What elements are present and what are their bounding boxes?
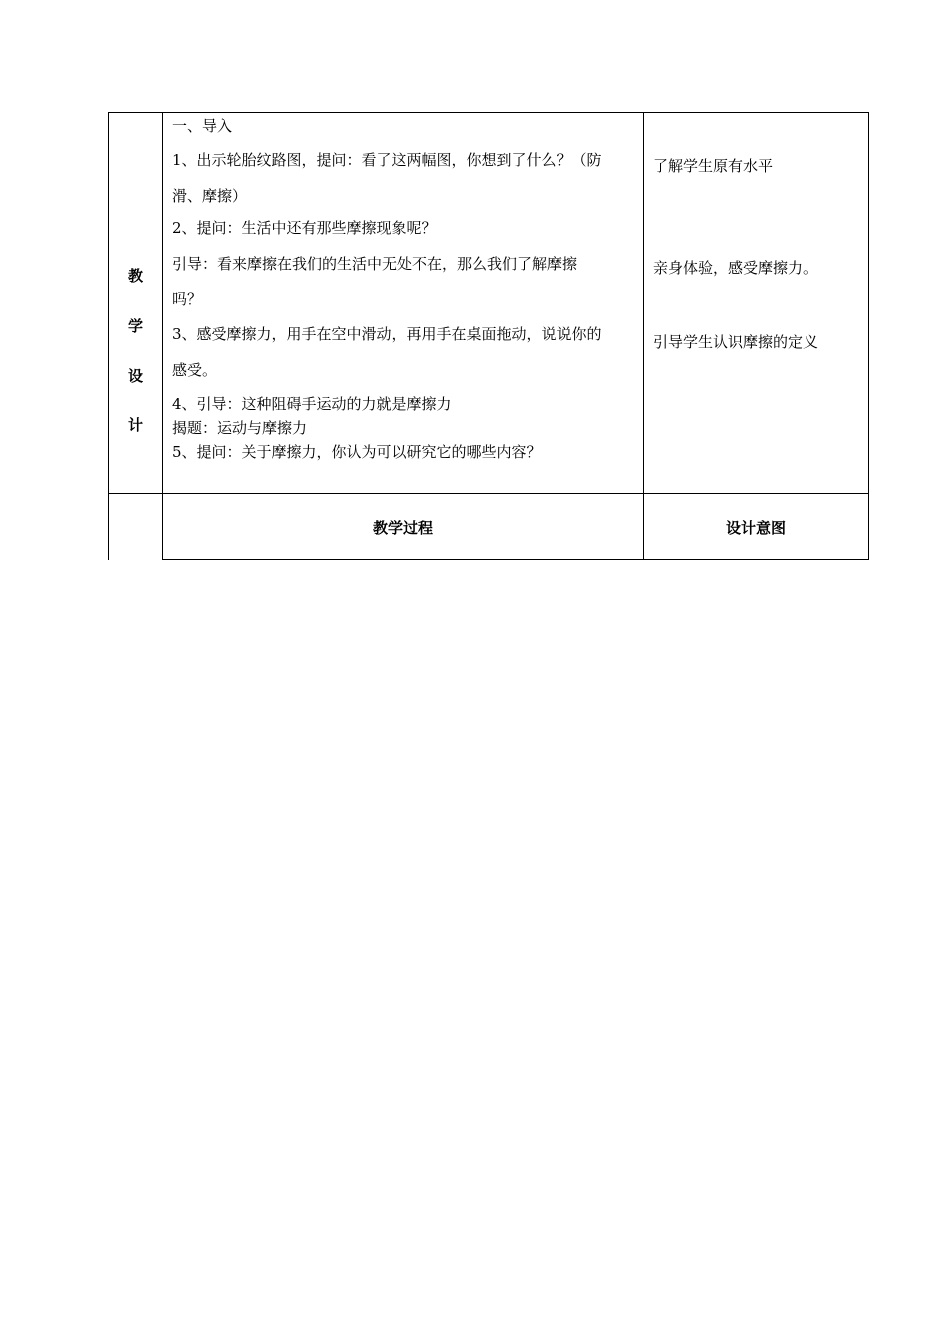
process-line-4: 4、引导：这种阻碍手运动的力就是摩擦力 xyxy=(172,395,452,413)
row-divider xyxy=(108,493,869,494)
intent-line-3: 引导学生认识摩擦的定义 xyxy=(653,333,819,351)
process-line-5: 5、提问：关于摩擦力，你认为可以研究它的哪些内容？ xyxy=(172,443,542,461)
process-line-guide: 引导：看来摩擦在我们的生活中无处不在，那么我们了解摩擦 xyxy=(172,255,578,273)
process-line-1-cont: 滑、摩擦） xyxy=(172,187,248,205)
process-line-guide-cont: 吗？ xyxy=(172,290,203,308)
side-label-char-3: 设 xyxy=(127,367,143,385)
side-label-char-1: 教 xyxy=(127,267,143,285)
header-process: 教学过程 xyxy=(372,519,433,537)
intent-line-1: 了解学生原有水平 xyxy=(653,157,774,175)
process-line-3: 3、感受摩擦力，用手在空中滑动，再用手在桌面拖动，说说你的 xyxy=(172,325,602,343)
process-line-2: 2、提问：生活中还有那些摩擦现象呢？ xyxy=(172,219,437,237)
process-line-3-cont: 感受。 xyxy=(172,361,218,379)
side-label-char-4: 计 xyxy=(127,416,143,434)
intent-line-2: 亲身体验，感受摩擦力。 xyxy=(653,259,819,277)
header-intent: 设计意图 xyxy=(725,519,786,537)
process-line-1: 1、出示轮胎纹路图，提问：看了这两幅图，你想到了什么？（防 xyxy=(172,151,602,169)
table-bottom-border xyxy=(162,559,869,560)
process-line-topic: 揭题：运动与摩擦力 xyxy=(172,419,308,437)
table-top-border xyxy=(108,112,869,113)
process-line-heading: 一、导入 xyxy=(172,117,233,135)
side-label-char-2: 学 xyxy=(127,317,143,335)
